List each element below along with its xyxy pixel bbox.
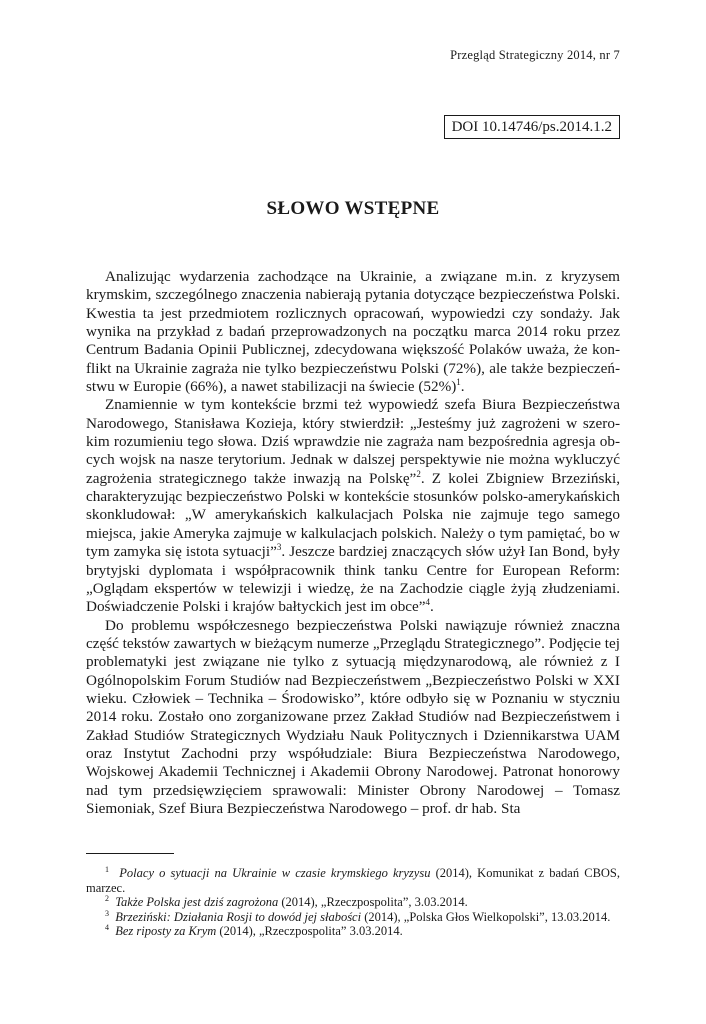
footnote-work-title: Polacy o sytuacji na Ukrainie w czasie krymskiego kryzysu (119, 866, 431, 880)
footnote-number: 1 (105, 864, 109, 874)
paragraph (86, 617, 620, 819)
text-segment: Do problemu współczesnego bezpieczeństwa Polski nawiązuje również znaczna część tekstów zawartych w bieżącym numerze „Przeglądu Strategicznego”. Podjęcie tej problematyki jest związane nie tylko z sytuacją międzynarodową, ale również z I Ogólnopolskim Forum Studiów nad Bezpieczeństwem „Bezpieczeństwo Polski w XXI wieku. Człowiek – Technika – Środowisko”, które odbyło się w Poznaniu w styczniu 2014 roku. Zostało ono zorganizowane przez Zakład Studiów nad Bezpieczeństwem i Zakład Studiów Strategicznych Wydziału Nauk Politycznych i Dziennikarstwa UAM oraz Instytut Zachodni przy współudziale: Biura Bezpieczeństwa Narodowego, Wojskowej Akademii Technicznej i Akademii Obrony Narodowej. Patronat honorowy nad tym przedsięwzięciem sprawowali: Minister Obrony Narodowej – Tomasz Siemoniak, Szef Biura Bezpieczeństwa Narodowego – prof. dr hab. Sta (86, 616, 620, 817)
footnote-source: (2014), „Rzeczpospolita” 3.03.2014. (216, 924, 403, 939)
footnote (86, 910, 620, 925)
footnote-number: 3 (105, 908, 109, 918)
body-text (86, 268, 620, 818)
footnote-ref: 1 (456, 377, 461, 387)
running-header: Przegląd Strategiczny 2014, nr 7 (450, 48, 620, 62)
footnote-source: (2014), Komunikat z badań CBOS, marzec. (86, 866, 621, 895)
footnote-ref: 3 (276, 542, 282, 553)
footnote-work-title: Także Polska jest dziś zagrożona (115, 895, 279, 910)
footnote (86, 866, 620, 895)
footnote (86, 924, 620, 939)
footnote-separator (86, 853, 174, 854)
text-segment: . Jeszcze bardziej znaczących słów użył Ian Bond, były brytyjski dyplomata i współpracownik think tanku Centre for European Reform: „Oglądam ekspertów w telewizji i wiedzę, że na Zachodzie ciągle żyją złudzeniami. Doświadczenie Polski i krajów bałtyckich jest im obce” (86, 543, 620, 616)
footnote-number: 4 (105, 923, 109, 933)
footnote-work-title: Bez riposty za Krym (115, 924, 217, 939)
footnote-work-title: Brzeziński: Działania Rosji to dowód jej słabości (115, 909, 362, 924)
footnote-number: 2 (105, 894, 109, 904)
footnote-ref: 4 (425, 597, 431, 608)
paragraph (86, 268, 620, 396)
text-segment: . Z kolei Zbigniew Brzeziński, charakteryzując bezpieczeństwo Polski w kontekście stosunków polsko-amerykańskich skonkludował: „W amerykańskich kalkulacjach Polska nie zajmuje tego samego miejsca, jakie Ameryka zajmuje w kalkulacjach polskich. Należy o tym pamiętać, bo w tym zamyka się istota sytuacji” (86, 469, 620, 561)
footnote-ref: 2 (416, 468, 421, 479)
text-segment: Analizując wydarzenia zachodzące na Ukrainie, a związane m.in. z kryzysem krymskim, szczególnego znaczenia nabierają pytania dotyczące bezpieczeństwa Polski. Kwestia ta jest przedmiotem rozlicznych opracowań, wypowiedzi czy sondaży. Jak wynika na przykład z badań przeprowadzonych na początku marca 2014 roku przez Centrum Badania Opinii Publicznej, zdecydowana większość Polaków uważa, że konflikt na Ukrainie zagraża nie tylko bezpieczeństwu Polski (72%), ale także bezpieczeństwu w Europie (66%), a nawet stabilizacji na świecie (52%) (86, 268, 620, 396)
footnotes (86, 866, 620, 939)
footnote-source: (2014), „Polska Głos Wielkopolski”, 13.03.2014. (361, 909, 611, 924)
footnote-source: (2014), „Rzeczpospolita”, 3.03.2014. (278, 895, 468, 910)
paragraph (86, 396, 620, 616)
footnote (86, 895, 620, 910)
text-segment: . (430, 598, 434, 616)
text-segment: Znamiennie w tym kontekście brzmi też wypowiedź szefa Biura Bezpieczeństwa Narodowego, Stanisława Kozieja, który stwierdził: „Jesteśmy już zagrożeni w szerokim rozumieniu tego słowa. Dziś wprawdzie nie zagraża nam bezpośrednia agresja obcych wojsk na nasze terytorium. Jednak w dalszej perspektywie nie można wykluczyć zagrożenia strategicznego także inwazją na Polskę” (86, 396, 620, 487)
article-title: SŁOWO WSTĘPNE (266, 198, 440, 219)
doi-box: DOI 10.14746/ps.2014.1.2 (444, 115, 620, 139)
text-segment: . (460, 378, 465, 396)
